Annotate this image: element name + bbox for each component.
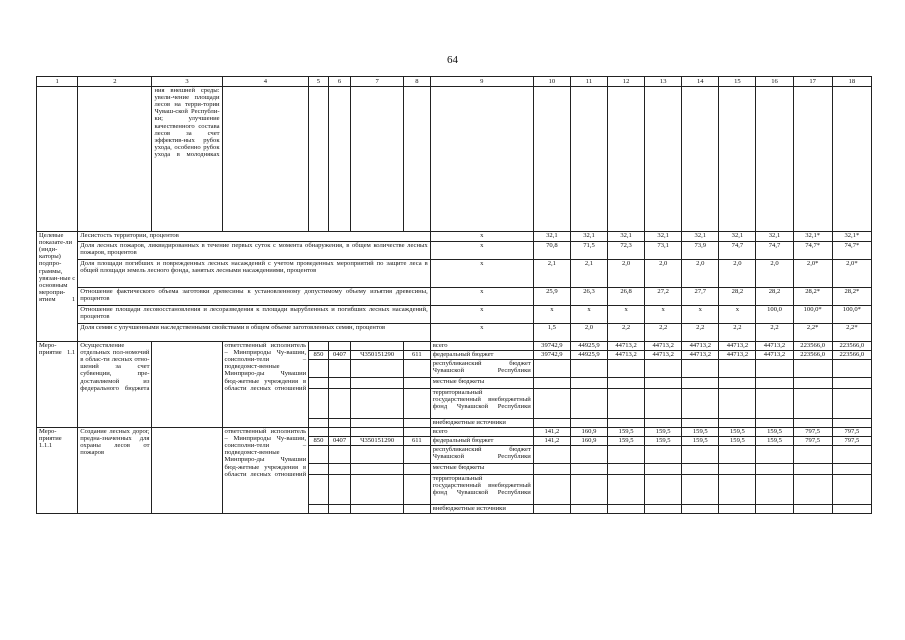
funding-value: 159,5 xyxy=(756,437,793,446)
target-value: 32,1 xyxy=(570,232,607,242)
code-empty-cell xyxy=(351,342,404,351)
target-indicator-x: x xyxy=(430,306,533,324)
target-value: 2,2 xyxy=(608,324,645,342)
target-value: 100,0 xyxy=(756,306,793,324)
cont-empty-cell xyxy=(430,87,533,232)
funding-value xyxy=(719,475,756,505)
funding-value: 44925,9 xyxy=(570,342,607,351)
funding-value: 160,9 xyxy=(570,437,607,446)
table-row xyxy=(37,77,872,87)
funding-value: 159,5 xyxy=(719,428,756,437)
code-empty-cell xyxy=(309,446,329,464)
code-empty-cell xyxy=(328,446,351,464)
target-value: 100,0* xyxy=(832,306,871,324)
cont-empty-cell xyxy=(793,87,832,232)
target-value: 27,2 xyxy=(645,288,682,306)
target-value: 2,0 xyxy=(645,260,682,288)
target-value: 32,1 xyxy=(719,232,756,242)
funding-value: 223566,0 xyxy=(832,351,871,360)
measure-executor: ответственный исполнитель – Минприроды Чу-вашии, соисполни-тели – подведомст-венные Минприро-ды Чувашии бюд-жетные учреждения в области лесных отношений xyxy=(222,428,309,514)
funding-value: 797,5 xyxy=(793,437,832,446)
funding-value: 39742,9 xyxy=(533,342,570,351)
code-empty-cell xyxy=(328,389,351,419)
funding-source: местные бюджеты xyxy=(430,464,533,475)
code-empty-cell xyxy=(351,419,404,428)
header-cell: 11 xyxy=(570,77,607,87)
target-value: x xyxy=(533,306,570,324)
funding-value xyxy=(756,360,793,378)
funding-value xyxy=(570,360,607,378)
header-cell: 8 xyxy=(403,77,430,87)
target-value: 2,0 xyxy=(756,260,793,288)
funding-value xyxy=(570,389,607,419)
target-value: 2,2 xyxy=(682,324,719,342)
cont-empty-cell xyxy=(645,87,682,232)
target-value: 32,1 xyxy=(682,232,719,242)
target-value: 2,2 xyxy=(719,324,756,342)
funding-value xyxy=(645,446,682,464)
funding-source: внебюджетные источники xyxy=(430,505,533,514)
target-value: 74,7 xyxy=(719,242,756,260)
target-value: 26,3 xyxy=(570,288,607,306)
code-empty-cell xyxy=(328,428,351,437)
funding-value xyxy=(682,505,719,514)
target-indicator-x: x xyxy=(430,242,533,260)
target-value: 28,2* xyxy=(793,288,832,306)
rzpr-code: 0407 xyxy=(328,351,351,360)
header-cell: 12 xyxy=(608,77,645,87)
target-value: 72,3 xyxy=(608,242,645,260)
funding-value xyxy=(756,475,793,505)
target-value: 2,0 xyxy=(682,260,719,288)
target-value: 25,9 xyxy=(533,288,570,306)
csr-code: Ч350151290 xyxy=(351,351,404,360)
code-empty-cell xyxy=(309,475,329,505)
code-empty-cell xyxy=(328,360,351,378)
measure-label: Меро-приятие 1.1 xyxy=(37,342,78,428)
target-value: 74,7* xyxy=(793,242,832,260)
code-empty-cell xyxy=(351,389,404,419)
funding-value xyxy=(682,464,719,475)
cont-empty-cell xyxy=(328,87,351,232)
target-value: 1,5 xyxy=(533,324,570,342)
funding-source: всего xyxy=(430,428,533,437)
cont-empty-cell xyxy=(222,87,309,232)
funding-value xyxy=(533,446,570,464)
target-value: 2,2* xyxy=(793,324,832,342)
target-value: 2,0* xyxy=(832,260,871,288)
funding-value: 44713,2 xyxy=(645,342,682,351)
code-empty-cell xyxy=(403,446,430,464)
funding-value: 44713,2 xyxy=(719,351,756,360)
target-indicator-x: x xyxy=(430,232,533,242)
target-value: 28,2* xyxy=(832,288,871,306)
target-indicator-name: Отношение площади лесовосстановления и лесоразведения к площади вырубленных и погибших лесных насаждений, процентов xyxy=(78,306,431,324)
funding-value: 797,5 xyxy=(832,428,871,437)
target-value: 28,2 xyxy=(719,288,756,306)
funding-source: всего xyxy=(430,342,533,351)
measure-label: Меро-приятие 1.1.1 xyxy=(37,428,78,514)
funding-value xyxy=(756,446,793,464)
funding-value xyxy=(793,464,832,475)
funding-value: 159,5 xyxy=(645,437,682,446)
funding-value: 159,5 xyxy=(608,428,645,437)
code-empty-cell xyxy=(328,475,351,505)
funding-value: 44713,2 xyxy=(608,342,645,351)
funding-value xyxy=(832,464,871,475)
target-value: 27,7 xyxy=(682,288,719,306)
code-empty-cell xyxy=(309,428,329,437)
target-value: 2,0 xyxy=(719,260,756,288)
vr-code: 611 xyxy=(403,437,430,446)
cont-empty-cell xyxy=(682,87,719,232)
code-empty-cell xyxy=(309,419,329,428)
grbs-code: 850 xyxy=(309,351,329,360)
funding-source: территориальный государственный внебюджетный фонд Чувашской Республики xyxy=(430,389,533,419)
funding-value xyxy=(682,446,719,464)
measure-description: Создание лесных дорог, предна-значенных для охраны лесов от пожаров xyxy=(78,428,152,514)
target-value: x xyxy=(645,306,682,324)
funding-value xyxy=(719,360,756,378)
funding-value xyxy=(719,389,756,419)
code-empty-cell xyxy=(328,342,351,351)
target-value: 32,1 xyxy=(756,232,793,242)
code-empty-cell xyxy=(351,378,404,389)
funding-value xyxy=(832,475,871,505)
code-empty-cell xyxy=(403,378,430,389)
funding-value xyxy=(570,505,607,514)
target-value: 32,1 xyxy=(608,232,645,242)
target-indicator-name: Доля семян с улучшенными наследственными свойствами в общем объеме заготовленных семян, процентов xyxy=(78,324,431,342)
header-cell: 16 xyxy=(756,77,793,87)
funding-value: 159,5 xyxy=(682,437,719,446)
cont-empty-cell xyxy=(719,87,756,232)
target-indicator-name: Доля лесных пожаров, ликвидированных в течение первых суток с момента обнаружения, в общем количестве лесных пожаров, процентов xyxy=(78,242,431,260)
funding-value xyxy=(608,389,645,419)
funding-value xyxy=(608,360,645,378)
funding-value xyxy=(756,464,793,475)
funding-value xyxy=(793,446,832,464)
funding-source: федеральный бюджет xyxy=(430,437,533,446)
table-row xyxy=(37,306,872,324)
funding-value xyxy=(682,378,719,389)
code-empty-cell xyxy=(403,428,430,437)
funding-value xyxy=(832,389,871,419)
funding-value xyxy=(719,464,756,475)
funding-value: 223566,0 xyxy=(793,342,832,351)
header-cell: 2 xyxy=(78,77,152,87)
funding-value xyxy=(645,419,682,428)
code-empty-cell xyxy=(328,464,351,475)
table-row xyxy=(37,342,872,351)
funding-value xyxy=(645,378,682,389)
funding-value xyxy=(533,464,570,475)
code-empty-cell xyxy=(309,378,329,389)
funding-value xyxy=(832,360,871,378)
funding-value xyxy=(570,464,607,475)
funding-value: 44713,2 xyxy=(719,342,756,351)
funding-value xyxy=(645,360,682,378)
page-number: 64 xyxy=(447,54,458,66)
cont-col2-cell xyxy=(78,87,152,232)
target-value: 2,0 xyxy=(570,324,607,342)
funding-source: республиканский бюджет Чувашской Республики xyxy=(430,446,533,464)
header-cell: 6 xyxy=(328,77,351,87)
funding-value: 797,5 xyxy=(832,437,871,446)
funding-value: 797,5 xyxy=(793,428,832,437)
funding-source: федеральный бюджет xyxy=(430,351,533,360)
funding-value xyxy=(719,505,756,514)
target-value: 28,2 xyxy=(756,288,793,306)
funding-value: 223566,0 xyxy=(793,351,832,360)
funding-value: 159,5 xyxy=(756,428,793,437)
target-value: 74,7* xyxy=(832,242,871,260)
funding-value xyxy=(682,475,719,505)
target-value: 73,1 xyxy=(645,242,682,260)
code-empty-cell xyxy=(309,360,329,378)
funding-value xyxy=(756,505,793,514)
measure-empty-cell xyxy=(152,342,222,428)
target-indicator-name: Доля площади погибших и поврежденных лесных насаждений с учетом проведенных мероприятий по защите леса в общей площади земель лесного фонда, занятых лесными насаждениями, процентов xyxy=(78,260,431,288)
funding-value xyxy=(756,389,793,419)
funding-value: 44713,2 xyxy=(682,351,719,360)
funding-value xyxy=(793,378,832,389)
code-empty-cell xyxy=(309,342,329,351)
target-value: 32,1 xyxy=(533,232,570,242)
funding-value: 44713,2 xyxy=(645,351,682,360)
code-empty-cell xyxy=(328,378,351,389)
table-row xyxy=(37,288,872,306)
target-value: 74,7 xyxy=(756,242,793,260)
code-empty-cell xyxy=(351,464,404,475)
funding-value: 159,5 xyxy=(608,437,645,446)
funding-value xyxy=(682,360,719,378)
table-row xyxy=(37,428,872,437)
target-value: 2,1 xyxy=(570,260,607,288)
funding-value xyxy=(793,389,832,419)
header-cell: 17 xyxy=(793,77,832,87)
funding-value: 159,5 xyxy=(645,428,682,437)
funding-value: 39742,9 xyxy=(533,351,570,360)
funding-value xyxy=(608,464,645,475)
funding-value xyxy=(719,419,756,428)
csr-code: Ч350151290 xyxy=(351,437,404,446)
funding-value: 159,5 xyxy=(682,428,719,437)
code-empty-cell xyxy=(351,360,404,378)
target-value: 2,2* xyxy=(832,324,871,342)
funding-value: 141,2 xyxy=(533,428,570,437)
funding-value xyxy=(793,505,832,514)
table-row xyxy=(37,324,872,342)
funding-value xyxy=(645,475,682,505)
code-empty-cell xyxy=(403,342,430,351)
code-empty-cell xyxy=(403,464,430,475)
funding-value: 44713,2 xyxy=(682,342,719,351)
cont-empty-cell xyxy=(309,87,329,232)
grbs-code: 850 xyxy=(309,437,329,446)
funding-value: 160,9 xyxy=(570,428,607,437)
header-cell: 7 xyxy=(351,77,404,87)
funding-value: 44713,2 xyxy=(756,351,793,360)
funding-value xyxy=(570,446,607,464)
code-empty-cell xyxy=(351,446,404,464)
funding-value xyxy=(608,475,645,505)
code-empty-cell xyxy=(309,389,329,419)
funding-value xyxy=(608,446,645,464)
target-value: 2,2 xyxy=(756,324,793,342)
funding-source: территориальный государственный внебюджетный фонд Чувашской Республики xyxy=(430,475,533,505)
funding-source: республиканский бюджет Чувашской Республики xyxy=(430,360,533,378)
code-empty-cell xyxy=(328,419,351,428)
target-value: 2,0 xyxy=(608,260,645,288)
target-value: 2,0* xyxy=(793,260,832,288)
funding-value xyxy=(645,505,682,514)
funding-value: 44713,2 xyxy=(608,351,645,360)
funding-value: 44925,9 xyxy=(570,351,607,360)
code-empty-cell xyxy=(328,505,351,514)
header-cell: 10 xyxy=(533,77,570,87)
funding-value xyxy=(608,419,645,428)
cont-empty-cell xyxy=(403,87,430,232)
code-empty-cell xyxy=(403,389,430,419)
funding-value xyxy=(832,446,871,464)
funding-value xyxy=(793,360,832,378)
funding-value xyxy=(719,446,756,464)
header-cell: 1 xyxy=(37,77,78,87)
target-indicator-x: x xyxy=(430,288,533,306)
code-empty-cell xyxy=(403,419,430,428)
funding-value: 44713,2 xyxy=(756,342,793,351)
target-value: x xyxy=(719,306,756,324)
header-cell: 4 xyxy=(222,77,309,87)
header-cell: 9 xyxy=(430,77,533,87)
funding-value xyxy=(608,505,645,514)
funding-value xyxy=(533,505,570,514)
code-empty-cell xyxy=(309,464,329,475)
cont-empty-cell xyxy=(533,87,570,232)
targets-label: Целевые показате-ли (инди-каторы) подпро-граммы, увязан-ные с основным меропри-ятием 1 xyxy=(37,232,78,342)
target-indicator-name: Лесистость территории, процентов xyxy=(78,232,431,242)
program-table xyxy=(36,76,872,514)
funding-value xyxy=(756,378,793,389)
cont-col1-cell xyxy=(37,87,78,232)
funding-value xyxy=(793,475,832,505)
funding-value xyxy=(533,378,570,389)
funding-value xyxy=(682,389,719,419)
funding-value xyxy=(832,505,871,514)
target-value: 2,2 xyxy=(645,324,682,342)
target-value: 100,0* xyxy=(793,306,832,324)
target-value: 32,1* xyxy=(832,232,871,242)
target-indicator-x: x xyxy=(430,324,533,342)
table-row xyxy=(37,232,872,242)
target-value: 71,5 xyxy=(570,242,607,260)
funding-source: внебюджетные источники xyxy=(430,419,533,428)
funding-value xyxy=(645,464,682,475)
table-row xyxy=(37,242,872,260)
cont-empty-cell xyxy=(351,87,404,232)
funding-value: 223566,0 xyxy=(832,342,871,351)
target-value: x xyxy=(682,306,719,324)
funding-value xyxy=(756,419,793,428)
funding-value xyxy=(570,475,607,505)
measure-description: Осуществление отдельных пол-номочий в облас-ти лесных отно-шений за счет субвенции, пре-доставляемой из федерального бюджета xyxy=(78,342,152,428)
funding-value xyxy=(533,360,570,378)
funding-value xyxy=(533,475,570,505)
code-empty-cell xyxy=(351,505,404,514)
header-cell: 18 xyxy=(832,77,871,87)
code-empty-cell xyxy=(403,360,430,378)
vr-code: 611 xyxy=(403,351,430,360)
cont-empty-cell xyxy=(756,87,793,232)
funding-source: местные бюджеты xyxy=(430,378,533,389)
target-indicator-x: x xyxy=(430,260,533,288)
target-value: 70,8 xyxy=(533,242,570,260)
cont-empty-cell xyxy=(608,87,645,232)
header-cell: 3 xyxy=(152,77,222,87)
table-row xyxy=(37,260,872,288)
rzpr-code: 0407 xyxy=(328,437,351,446)
target-value: 2,1 xyxy=(533,260,570,288)
target-value: x xyxy=(570,306,607,324)
code-empty-cell xyxy=(309,505,329,514)
code-empty-cell xyxy=(403,475,430,505)
code-empty-cell xyxy=(403,505,430,514)
funding-value xyxy=(682,419,719,428)
target-value: x xyxy=(608,306,645,324)
funding-value xyxy=(570,378,607,389)
header-cell: 5 xyxy=(309,77,329,87)
funding-value: 159,5 xyxy=(719,437,756,446)
measure-empty-cell xyxy=(152,428,222,514)
target-indicator-name: Отношение фактического объема заготовки древесины к установленному допустимому объему изъятия древесины, процентов xyxy=(78,288,431,306)
funding-value xyxy=(533,389,570,419)
funding-value xyxy=(645,389,682,419)
funding-value xyxy=(832,378,871,389)
funding-value xyxy=(533,419,570,428)
funding-value xyxy=(832,419,871,428)
target-value: 32,1* xyxy=(793,232,832,242)
funding-value xyxy=(793,419,832,428)
measure-executor: ответственный исполнитель – Минприроды Чу-вашии, соисполни-тели – подведомст-венные Минприро-ды Чувашии бюд-жетные учреждения в области лесных отношений xyxy=(222,342,309,428)
funding-value xyxy=(570,419,607,428)
target-value: 26,8 xyxy=(608,288,645,306)
code-empty-cell xyxy=(351,428,404,437)
cont-col3-text: ния внешней среды: увели-чение площади лесов на терри-тории Чуваш-ской Республи-ки; улучшение качественного состава лесов за счет эффектив-ных рубок ухода, особенно рубок ухода в молодняках xyxy=(152,87,222,232)
funding-value xyxy=(608,378,645,389)
target-value: 32,1 xyxy=(645,232,682,242)
code-empty-cell xyxy=(351,475,404,505)
funding-value xyxy=(719,378,756,389)
cont-empty-cell xyxy=(570,87,607,232)
header-cell: 13 xyxy=(645,77,682,87)
target-value: 73,9 xyxy=(682,242,719,260)
funding-value: 141,2 xyxy=(533,437,570,446)
cont-empty-cell xyxy=(832,87,871,232)
table-row xyxy=(37,87,872,232)
header-cell: 14 xyxy=(682,77,719,87)
header-cell: 15 xyxy=(719,77,756,87)
